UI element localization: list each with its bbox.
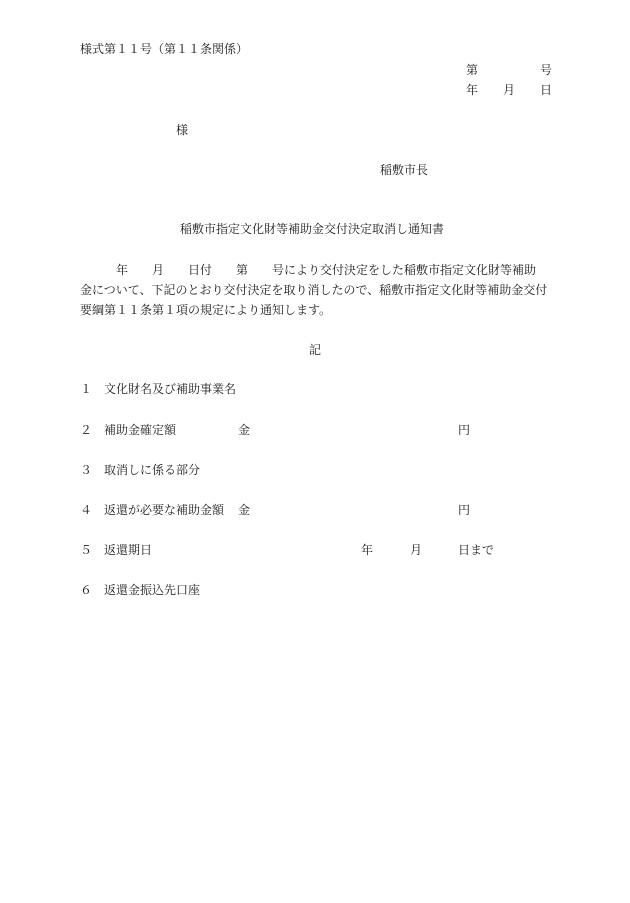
item-4-yen: 円	[458, 503, 471, 517]
item-4-label: 返還が必要な補助金額	[104, 503, 225, 517]
doc-number-prefix: 第	[466, 63, 479, 77]
item-5-number: ５	[80, 543, 93, 557]
item-5-label: 返還期日	[104, 543, 153, 557]
item-5-month: 月	[410, 543, 423, 557]
addressee-honorific: 様	[176, 123, 189, 137]
body-paragraph	[80, 260, 555, 320]
item-5-day: 日まで	[458, 543, 495, 557]
item-4-number: ４	[80, 503, 93, 517]
body-line-1: 年 月 日付 第 号により交付決定をした稲敷市指定文化財等補助	[116, 263, 537, 277]
item-1-label: 文化財名及び補助事業名	[104, 382, 237, 396]
sender-name: 稲敷市長	[380, 163, 429, 177]
date-month: 月	[503, 83, 516, 97]
item-2-label: 補助金確定額	[104, 423, 177, 437]
body-line-2: 金について、下記のとおり交付決定を取り消したので、稲敷市指定文化財等補助金交付	[80, 283, 548, 297]
item-6-number: ６	[80, 583, 93, 597]
item-2-kin: 金	[238, 423, 251, 437]
form-label: 様式第１１号（第１１条関係）	[80, 42, 249, 56]
doc-number-suffix: 号	[540, 63, 553, 77]
date-day: 日	[540, 83, 553, 97]
item-1-number: １	[80, 382, 93, 396]
item-2-number: ２	[80, 423, 93, 437]
item-3-number: ３	[80, 463, 93, 477]
item-3-label: 取消しに係る部分	[104, 463, 201, 477]
item-6-label: 返還金振込先口座	[104, 583, 201, 597]
document-title: 稲敷市指定文化財等補助金交付決定取消し通知書	[180, 222, 445, 236]
body-line-3: 要綱第１１条第１項の規定により通知します。	[80, 303, 332, 317]
item-5-year: 年	[361, 543, 374, 557]
item-2-yen: 円	[458, 423, 471, 437]
item-4-kin: 金	[238, 503, 251, 517]
date-year: 年	[466, 83, 479, 97]
ki-heading: 記	[309, 343, 322, 357]
